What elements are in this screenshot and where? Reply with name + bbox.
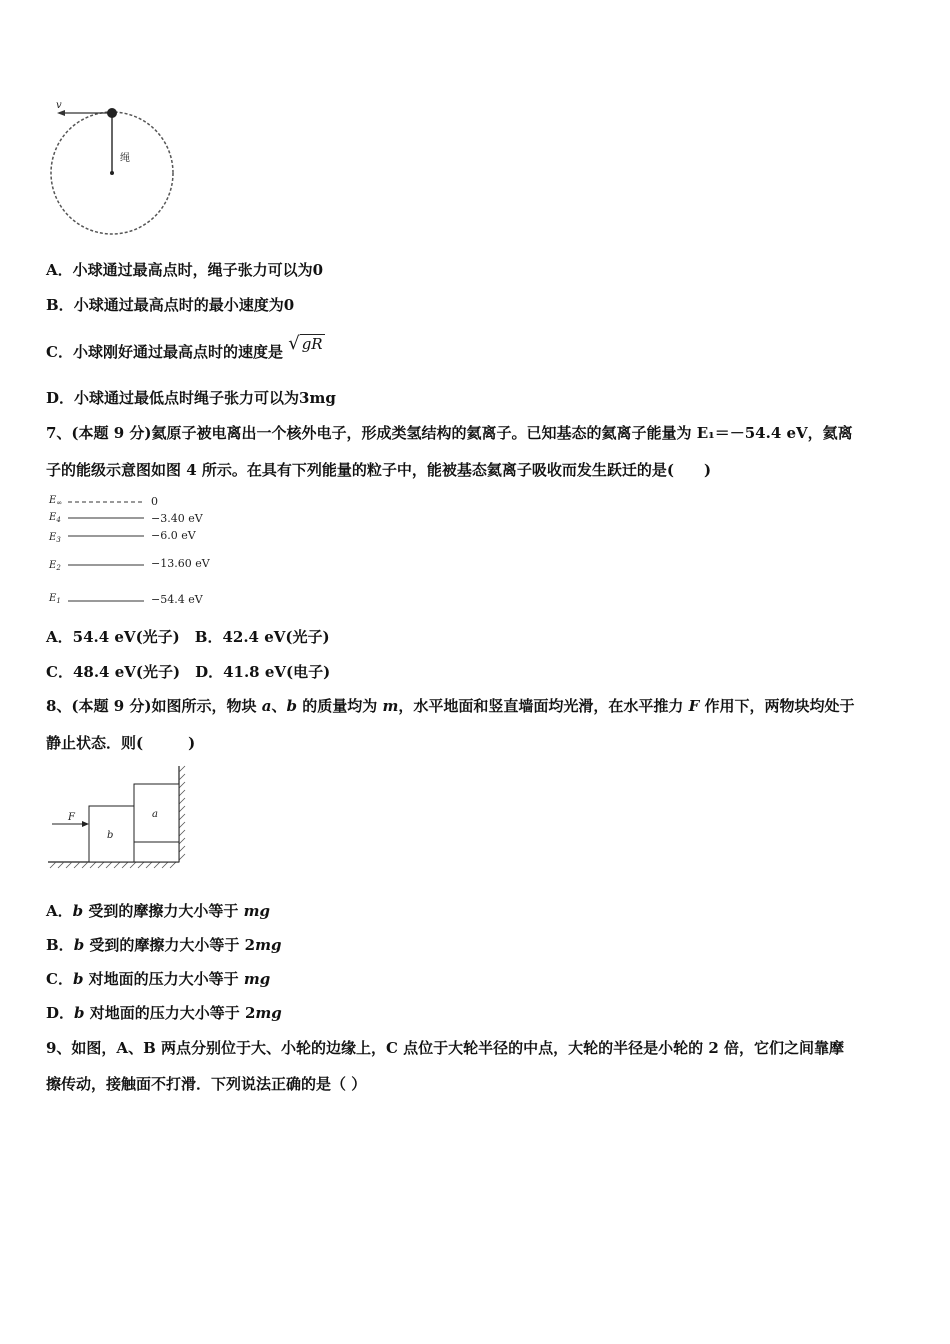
q7-stem-line1: 7、(本题 9 分)氦原子被电离出一个核外电子，形成类氢结构的氦离子。已知基态的氦离子能量为 E₁＝－54.4 eV，氦离	[46, 424, 853, 442]
q6-option-a: A．小球通过最高点时，绳子张力可以为0	[46, 261, 324, 279]
level-name-4: $E_4$	[49, 512, 61, 524]
block-a-lower	[134, 842, 179, 862]
q8-stem-line1: 8、(本题 9 分)如图所示，物块 a、b 的质量均为 m，水平地面和竖直墙面均光滑，在水平推力 F 作用下，两物块均处于	[46, 697, 855, 715]
level-value-2: −13.60 eV	[151, 557, 210, 570]
ground-hatch	[50, 862, 176, 868]
q9-stem-line2: 擦传动，接触面不打滑．下列说法正确的是（ ）	[46, 1075, 367, 1093]
sqrt-gR: √ gR	[288, 333, 323, 354]
block-a-label: a	[152, 809, 158, 820]
wall-hatch	[179, 766, 185, 860]
level-value-1: −54.4 eV	[151, 593, 203, 606]
v-label: v	[56, 100, 62, 111]
q6-option-b: B．小球通过最高点时的最小速度为0	[46, 296, 295, 314]
q9-stem-line1: 9、如图，A、B 两点分别位于大、小轮的边缘上，C 点位于大轮半径的中点，大轮的半径是小轮的 2 倍，它们之间靠摩	[46, 1039, 845, 1057]
q7-options-line2: C．48.4 eV(光子) D．41.8 eV(电子)	[46, 663, 331, 681]
force-arrowhead	[82, 821, 89, 827]
q8-option-d: D．b 对地面的压力大小等于 2mg	[46, 1004, 282, 1022]
energy-level-diagram	[46, 490, 246, 615]
block-b-label: b	[107, 830, 114, 841]
force-label: F	[68, 812, 75, 823]
q6-option-c: C．小球刚好通过最高点时的速度是 √ gR	[46, 333, 323, 361]
q8-option-a: A．b 受到的摩擦力大小等于 mg	[46, 902, 270, 920]
q7-options-line1: A．54.4 eV(光子) B．42.4 eV(光子)	[46, 628, 330, 646]
q8-option-b: B．b 受到的摩擦力大小等于 2mg	[46, 936, 282, 954]
level-name-inf: $E_\infty$	[49, 495, 63, 507]
q8-option-c: C．b 对地面的压力大小等于 mg	[46, 970, 271, 988]
blocks-figure	[46, 764, 191, 872]
ball	[107, 108, 117, 118]
level-name-2: $E_2$	[49, 560, 61, 572]
rope-label: 绳	[120, 153, 130, 164]
q6-option-d: D．小球通过最低点时绳子张力可以为3mg	[46, 389, 336, 407]
level-name-3: $E_3$	[49, 532, 61, 544]
level-value-4: −3.40 eV	[151, 512, 203, 525]
level-value-3: −6.0 eV	[151, 529, 196, 542]
circle-motion-figure	[40, 95, 190, 245]
q8-stem-line2: 静止状态．则( )	[46, 734, 196, 752]
center-point	[110, 171, 114, 175]
level-value-inf: 0	[151, 495, 158, 508]
q7-stem-line2: 子的能级示意图如图 4 所示。在具有下列能量的粒子中，能被基态氦离子吸收而发生跃迁的是( )	[46, 461, 712, 479]
level-name-1: $E_1$	[49, 593, 61, 605]
